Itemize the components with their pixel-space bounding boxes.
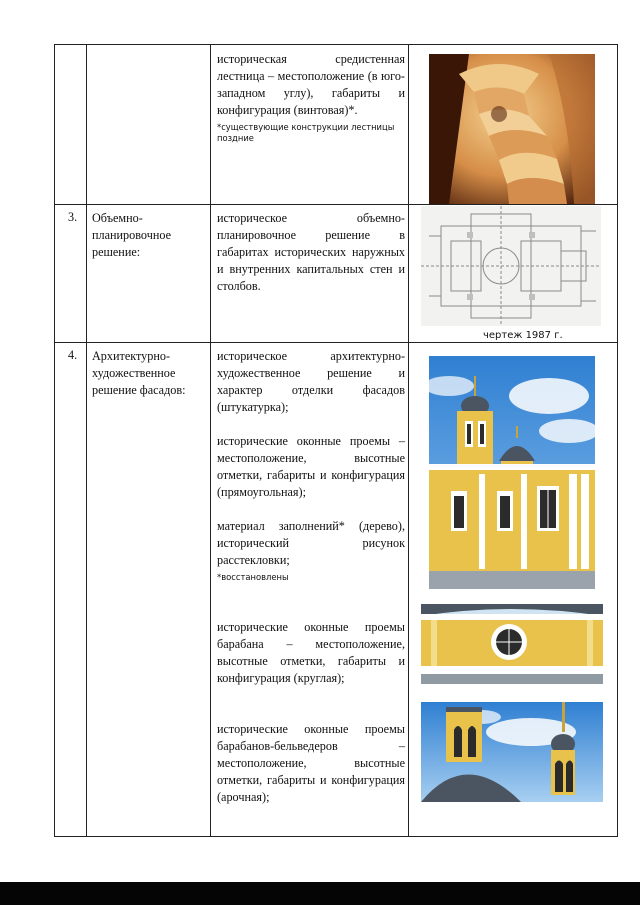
row-1-paragraph: историческая средистенная лестница – местоположение (в юго-западном углу), габариты и конфигурация (винтовая)*. — [217, 52, 405, 117]
drum-round-window-photo — [421, 604, 603, 684]
column-divider — [408, 45, 409, 836]
row-3-paragraph: исторические оконные проемы – местоположение, высотные отметки, габариты и конфигурация (прямоугольная); — [217, 434, 405, 499]
row-3-number: 4. — [68, 348, 78, 362]
row-1-note: *существующие конструкции лестницы поздние — [217, 122, 395, 143]
drawing-caption: чертеж 1987 г. — [483, 330, 563, 341]
row-3-paragraph: исторические оконные проемы барабанов-бельведеров – местоположение, высотные отметки, габариты и конфигурация (арочная); — [217, 722, 405, 804]
church-facade-photo — [429, 356, 595, 589]
belvedere-drums-photo — [421, 702, 603, 802]
row-divider — [55, 342, 617, 343]
row-3-title: Архитектурно-художественное решение фасадов: — [92, 349, 186, 397]
row-1-description — [217, 51, 405, 144]
row-3-paragraph: исторические оконные проемы барабана – местоположение, высотные отметки, габариты и конфигурация (круглая); — [217, 620, 405, 685]
column-divider — [210, 45, 211, 836]
row-3-paragraph: историческое архитектурно-художественное решение и характер отделки фасадов (штукатурка); — [217, 349, 405, 414]
row-3-note: *восстановлены — [217, 572, 289, 582]
row-divider — [55, 204, 617, 205]
row-2-title: Объемно-планировочное решение: — [92, 211, 171, 259]
row-3-description — [217, 348, 405, 806]
scan-edge — [0, 882, 640, 905]
heritage-table — [54, 44, 618, 837]
floor-plan-drawing — [421, 206, 601, 326]
row-2-paragraph: историческое объемно-планировочное решение в габаритах исторических наружных и внутренних капитальных стен и столбов. — [217, 211, 405, 293]
column-divider — [86, 45, 87, 836]
spiral-staircase-photo — [429, 54, 595, 204]
row-3-paragraph: материал заполнений* (дерево), исторический рисунок расстекловки; — [217, 519, 405, 567]
row-2-number: 3. — [68, 210, 78, 224]
